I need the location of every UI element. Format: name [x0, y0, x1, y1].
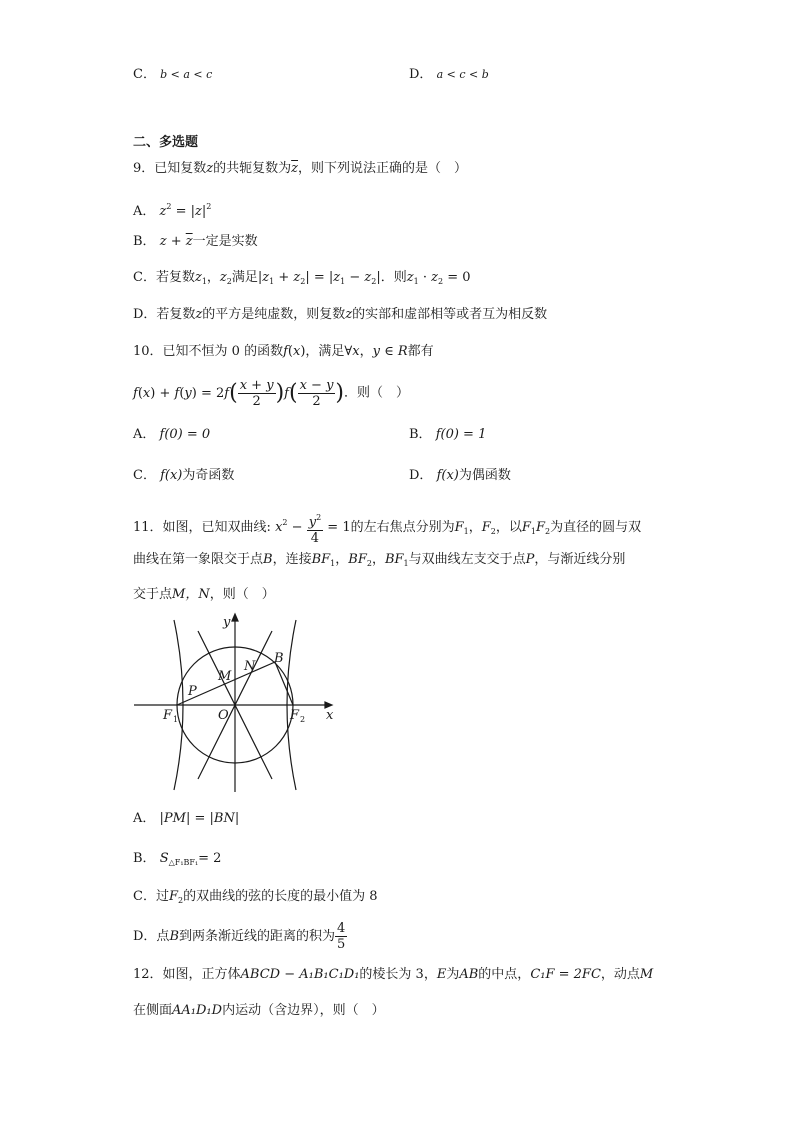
option-expression: b < a < c — [160, 68, 213, 81]
label-y: y — [223, 615, 231, 630]
option-text: 满足 — [231, 270, 258, 285]
option-text: 的实部和虚部相等或者互为相反数 — [352, 307, 548, 322]
q11-stem-text: ，与渐近线分别 — [534, 552, 626, 567]
option-text: 到两条渐近线的距离的积为 — [179, 929, 336, 944]
point-b: B — [263, 552, 273, 567]
q11-hyperbola-figure — [130, 612, 340, 797]
z2-letter: z — [219, 270, 227, 285]
q11-option-b — [133, 850, 221, 872]
q11-stem-line1: 11．如图，已知双曲线: $x^2$ − $\frac{y^2}{4}$ = 1的左右焦点分别为$F_1$，$F_2$，以$F_1F_2$为直径的圆与双 — [133, 506, 641, 549]
q10-option-b — [409, 426, 486, 444]
option-label: B． — [133, 234, 156, 249]
q9-z: z — [206, 161, 214, 176]
option-label: D． — [409, 468, 433, 483]
option-text: ．则 — [380, 270, 407, 285]
q12-stem-line1 — [133, 966, 653, 984]
q9-option-c — [133, 269, 471, 291]
f1: $F_1$ — [454, 520, 469, 536]
q11-stem-line2 — [133, 551, 625, 573]
q11-stem-text: ，连接 — [272, 552, 312, 567]
separator: ， — [206, 270, 220, 285]
q11-stem-text: 交于点 — [133, 587, 173, 602]
q11-stem-text: ，以 — [495, 520, 522, 535]
label-f1-sub: 1 — [173, 715, 179, 724]
cube-name: ABCD − A₁B₁C₁D₁ — [240, 967, 360, 982]
q11-stem-text: 为直径的圆与双 — [550, 520, 642, 535]
q10-option-c — [133, 467, 234, 485]
q9-stem-text: 9．已知复数 — [133, 161, 207, 176]
q10-stem-text: ，满足 — [305, 344, 345, 359]
q8-option-c — [133, 66, 212, 84]
forall-x: ∀x — [344, 344, 360, 359]
q10-equation-end: ．则（ ） — [344, 385, 410, 401]
z-var: z — [195, 307, 203, 322]
q10-stem — [133, 343, 434, 361]
face-name: AA₁D₁D — [172, 1003, 223, 1018]
option-text: 为偶函数 — [458, 468, 511, 483]
numerator: 4 — [337, 921, 346, 936]
segment-bf2 — [275, 662, 293, 705]
option-text: D．若复数 — [133, 307, 196, 322]
hyperbola-equation: $x^2$ − $\frac{y^2}{4}$ = 1 — [275, 520, 351, 535]
bf1: $BF_1$ — [384, 552, 409, 568]
option-expression: f(x) — [160, 468, 183, 483]
option-expression: f(0) = 1 — [435, 427, 487, 442]
option-expression: |PM| = |BN| — [159, 811, 240, 826]
cf-relation: C₁F = 2FC — [530, 967, 601, 982]
q11-stem-text: ，则（ ） — [209, 587, 275, 602]
z2: $z_2$ — [219, 270, 232, 286]
z-var: z — [345, 307, 353, 322]
option-text: 的双曲线的弦的长度的最小值为 8 — [183, 889, 378, 904]
q9-stem-text: 的共轭复数为 — [213, 161, 292, 176]
option-expression: f(0) = 0 — [159, 427, 211, 442]
option-text: 的平方是纯虚数，则复数 — [202, 307, 346, 322]
q12-stem-line2 — [133, 1002, 385, 1020]
zero-value: = 0 — [447, 270, 471, 285]
q11-stem-text: ， — [335, 552, 349, 567]
q9-option-a — [133, 198, 211, 221]
label-x: x — [326, 708, 334, 723]
y-axis-arrow — [232, 614, 238, 621]
fraction — [335, 921, 347, 952]
area-symbol: $S_{\triangle F_1BF_1}$ — [159, 851, 199, 867]
q10-option-a — [133, 426, 210, 444]
option-expression: f(x) — [436, 468, 459, 483]
q12-stem-text: 的棱长为 3， — [359, 967, 437, 982]
fx: f(x) — [283, 344, 306, 359]
option-expression: a < c < b — [436, 68, 489, 81]
label-f2-sub: 2 — [300, 715, 306, 724]
q8-option-d — [409, 66, 489, 84]
label-f2: F — [290, 708, 300, 723]
q12-stem-text: 内运动（含边界），则（ ） — [222, 1003, 385, 1018]
q9-zbar: $\overline{z}$ — [291, 161, 299, 176]
option-text: C．若复数 — [133, 270, 195, 285]
label-b: B — [274, 651, 284, 666]
q12-stem-text: 在侧面 — [133, 1003, 173, 1018]
option-label: B． — [409, 427, 432, 442]
option-expression: $z^2 = |z|^2$ — [159, 202, 212, 219]
label-n: N — [244, 659, 256, 674]
q11-option-d — [133, 920, 347, 954]
option-text: C．过 — [133, 889, 169, 904]
f2: $F_2$ — [168, 889, 184, 905]
q10-stem-text: 10．已知不恒为 0 的函数 — [133, 344, 284, 359]
q9-stem — [133, 160, 467, 178]
product-expression: $z_1 \cdot z_2$ — [406, 270, 444, 286]
points-mn: M，N — [172, 587, 210, 602]
f2: $F_2$ — [481, 520, 496, 536]
z1-letter: z — [194, 270, 202, 285]
point-p: P — [525, 552, 535, 567]
q10-stem-text: ， — [359, 344, 373, 359]
option-label: D． — [409, 67, 433, 82]
z1: $z_1$ — [194, 270, 207, 286]
q9-option-d — [133, 306, 547, 324]
point-b: B — [169, 929, 179, 944]
option-label: A． — [133, 427, 156, 442]
q11-stem-text: 11．如图，已知双曲线: — [133, 520, 271, 535]
point-e: E — [436, 967, 447, 982]
option-expression: $z + \overline{z}$ — [159, 234, 193, 249]
section-heading: 二、多选题 — [133, 135, 199, 150]
q11-stem-text: ， — [371, 552, 385, 567]
functional-equation: f(x) + f(y) = 2f( $\frac{x + y}{2}$ )f( $\frac{x - y}{2}$ ) — [133, 377, 345, 409]
label-m: M — [218, 669, 232, 684]
option-label: B． — [133, 851, 156, 866]
label-o: O — [218, 708, 229, 723]
q10-equation — [133, 376, 409, 411]
option-value: = 2 — [198, 851, 222, 866]
q11-option-c — [133, 888, 377, 910]
option-text: D．点 — [133, 929, 170, 944]
q12-stem-text: 为 — [446, 967, 460, 982]
bf1: $BF_1$ — [311, 552, 336, 568]
q10-stem-text: 都有 — [407, 344, 434, 359]
q9-option-b — [133, 233, 258, 251]
label-f1: F — [163, 708, 173, 723]
option-label: A． — [133, 204, 156, 219]
modulus-equation: $|z_1 + z_2| = |z_1 - z_2|$ — [257, 270, 381, 286]
bf2: $BF_2$ — [348, 552, 372, 568]
q11-option-a — [133, 810, 239, 828]
point-m: M — [639, 967, 654, 982]
q12-stem-text: 12．如图，正方体 — [133, 967, 241, 982]
q12-stem-text: 的中点， — [478, 967, 531, 982]
option-label: A． — [133, 811, 156, 826]
f1f2: $F_1F_2$ — [521, 520, 551, 536]
segment-ab: AB — [459, 967, 479, 982]
q9-stem-text: ，则下列说法正确的是（ ） — [298, 161, 468, 176]
q11-stem-text: 与双曲线左支交于点 — [408, 552, 526, 567]
q10-option-d — [409, 467, 511, 485]
q11-stem-text: 的左右焦点分别为 — [350, 520, 455, 535]
option-text: 一定是实数 — [192, 234, 258, 249]
option-label: C． — [133, 468, 156, 483]
label-p: P — [188, 684, 197, 699]
option-text: 为奇函数 — [182, 468, 235, 483]
y-in-r: y ∈ R — [372, 344, 408, 359]
denominator: 5 — [337, 937, 346, 952]
q11-stem-line3 — [133, 586, 275, 604]
q11-stem-text: 曲线在第一象限交于点 — [133, 552, 264, 567]
option-label: C． — [133, 67, 156, 82]
q12-stem-text: ，动点 — [600, 967, 640, 982]
